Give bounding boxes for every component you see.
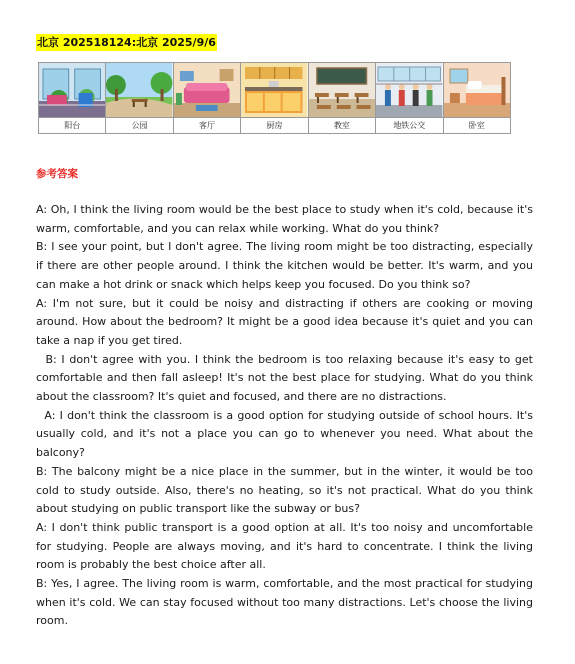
bedroom-picture xyxy=(444,63,510,118)
kitchen-picture xyxy=(241,63,307,118)
scene-cell-subway-bus xyxy=(376,63,443,133)
scene-label: 地铁公交 xyxy=(393,121,426,130)
dialogue-paragraph: A: I'm not sure, but it could be noisy and distracting if others are cooking or moving around. How about the bedroom? It might be a good idea because it's quiet and you can take a nap if you get tired. xyxy=(36,296,533,347)
dialogue-paragraph: B: I don't agree with you. I think the bedroom is too relaxing because it's easy to get comfortable and then fall asleep! It's not the best place for studying. What do you think about the classroom? It's quiet and focused, and there are no distractions. xyxy=(36,352,533,404)
dialogue-paragraph: B: I see your point, but I don't agree. The living room might be too distracting, especially if there are other people around. I think the kitchen would be better. It's warm, and you can make a hot drink or snack which helps keep you focused. Do you think so? xyxy=(36,240,533,291)
scene-cell-park xyxy=(106,63,173,133)
balcony-picture xyxy=(39,63,105,118)
dialogue-text xyxy=(36,201,533,631)
living-room-picture xyxy=(174,63,240,118)
answer-heading: 参考答案 xyxy=(36,168,78,180)
dialogue-paragraph: A: I don't think public transport is a good option at all. It's too noisy and uncomfortable for studying. People are always moving, and it's hard to concentrate. I think the living room is probably the best choice after all. xyxy=(36,520,533,572)
dialogue-paragraph: A: I don't think the classroom is a good option for studying outside of school hours. It's usually cold, and it's not a place you can go to whenever you need. What about the balcony? xyxy=(36,408,533,460)
scene-label: 卧室 xyxy=(468,121,485,130)
scene-picture-strip xyxy=(38,62,511,134)
scene-cell-bedroom xyxy=(444,63,510,133)
scene-cell-classroom xyxy=(309,63,376,133)
document-header: 北京 202518124:北京 2025/9/6 xyxy=(37,36,216,49)
park-picture xyxy=(106,63,172,118)
scene-label: 公园 xyxy=(131,121,148,130)
subway-bus-picture xyxy=(376,63,442,118)
scene-cell-balcony xyxy=(39,63,106,133)
scene-cell-kitchen xyxy=(241,63,308,133)
dialogue-paragraph: A: Oh, I think the living room would be the best place to study when it's cold, because it's warm, comfortable, and you can relax while working. What do you think? xyxy=(36,203,533,235)
dialogue-paragraph: B: Yes, I agree. The living room is warm, comfortable, and the most practical for studying when it's cold. We can stay focused without too many distractions. Let's choose the living room. xyxy=(36,577,533,628)
scene-label: 客厅 xyxy=(199,121,216,130)
classroom-picture xyxy=(309,63,375,118)
scene-cell-living-room xyxy=(174,63,241,133)
dialogue-paragraph: B: The balcony might be a nice place in the summer, but in the winter, it would be too cold to study outside. Also, there's no heating, so it's not practical. What do you think about studying on public transport like the subway or bus? xyxy=(36,464,533,516)
scene-label: 教室 xyxy=(333,121,350,130)
scene-label: 阳台 xyxy=(64,121,81,130)
scene-label: 厨房 xyxy=(266,121,283,130)
